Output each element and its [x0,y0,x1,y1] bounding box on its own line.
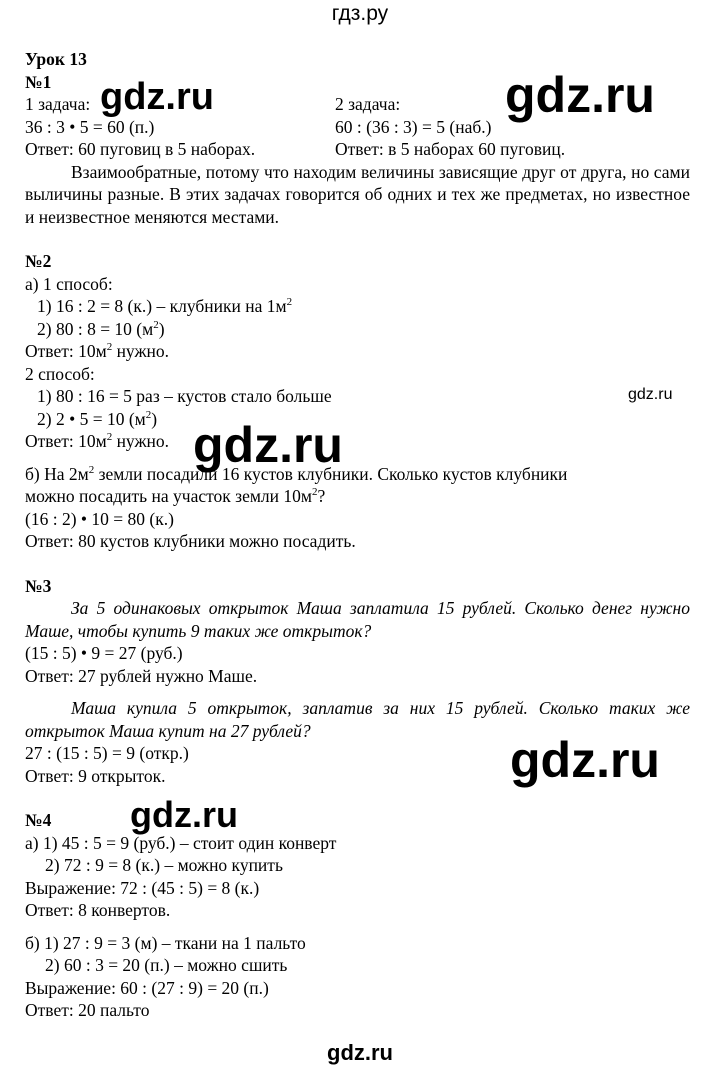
task-4b-step-2: 2) 60 : 3 = 20 (п.) – можно сшить [45,955,288,975]
task-3-problem-1: За 5 одинаковых открыток Маша заплатила 15 рублей. Сколько денег нужно Маше, чтобы купить 9 таких же открыток? [25,598,690,641]
task-3-expression-1: (15 : 5) • 9 = 27 (руб.) [25,643,183,663]
task-2b-line-1: б) На $2м^2$ земли посадили 16 кустов клубники. Сколько кустов клубники [25,463,568,484]
task-4a-answer: Ответ: 8 конвертов. [25,900,171,920]
watermark: gdz.ru [505,67,655,123]
task-2a-answer: Ответ: $10м^2$ нужно. [25,341,170,361]
task-3-problem-2: Маша купила 5 открыток, заплатив за них 15 рублей. Сколько таких же открыток Маша купит на 27 рублей? [25,698,690,741]
watermark: gdz.ru [100,76,214,118]
task-2b-expression: (16 : 2) • 10 = 80 (к.) [25,508,174,529]
task-4b-answer: Ответ: 20 пальто [25,1000,150,1020]
task-4a-step-2: 2) 72 : 9 = 8 (к.) – можно купить [45,855,283,875]
task-3-expression-2: 27 : (15 : 5) = 9 (откр.) [25,743,189,763]
task-1-right-line: Ответ: в 5 наборах 60 пуговиц. [335,139,566,159]
task-2a-method-2-step-2: 2) 2 • 5 = 10 $(м^2)$ [37,408,158,429]
task-1-left-line: Ответ: 60 пуговиц в 5 наборах. [25,139,256,159]
task-2-title: №2 [25,251,52,271]
watermark: gdz.ru [628,386,673,403]
task-1-left-line: 36 : 3 • 5 = 60 (п.) [25,116,155,137]
task-4-title: №4 [25,810,52,830]
task-2a-step-2: 2) 80 : 8 = 10 $(м^2)$ [37,318,165,339]
task-3-answer-1: Ответ: 27 рублей нужно Маше. [25,665,258,686]
task-4a-expression: Выражение: 72 : (45 : 5) = 8 (к.) [25,877,260,898]
task-2a-step-1: 1) 16 : 2 = 8 (к.) – клубники на $1м^2$ [37,296,293,316]
solution-content [25,48,690,1022]
task-2a-method-2-answer: Ответ: $10м^2$ нужно. [25,431,170,451]
task-2a-method-2-step-1: 1) 80 : 16 = 5 раз – кустов стало больше [37,386,332,406]
site-header: гдз.ру [331,2,389,25]
watermark: gdz.ru [130,794,238,835]
task-2a-heading: а) 1 способ: [25,273,113,294]
task-1-right-line: 60 : (36 : 3) = 5 (наб.) [335,116,492,137]
task-1-title: №1 [25,71,52,92]
task-2b-answer: Ответ: 80 кустов клубники можно посадить. [25,531,356,551]
task-4b-step-1: б) 1) 27 : 9 = 3 (м) – ткани на 1 пальто [25,932,306,953]
task-2a-method-2-heading: 2 способ: [25,363,95,384]
watermark: gdz.ru [193,417,343,473]
site-footer: gdz.ru [327,1040,393,1065]
watermark: gdz.ru [510,732,660,788]
task-3-title: №3 [25,575,52,596]
task-2b-line-2: можно посадить на участок земли $10м^2$? [25,486,326,506]
task-4a-step-1: а) 1) 45 : 5 = 9 (руб.) – стоит один конверт [25,832,337,853]
lesson-title: Урок 13 [25,49,87,69]
task-1-left-line: 1 задача: [25,94,91,114]
task-1-right-line: 2 задача: [335,94,401,114]
task-3-answer-2: Ответ: 9 открыток. [25,765,166,786]
task-4b-expression: Выражение: 60 : (27 : 9) = 20 (п.) [25,977,269,998]
task-1-explanation: Взаимообратные, потому что находим величины зависящие друг от друга, но сами выличины разные. В этих задачах говорится об одних и тех же предметах, но известное и неизвестное меняются местами. [25,161,690,227]
